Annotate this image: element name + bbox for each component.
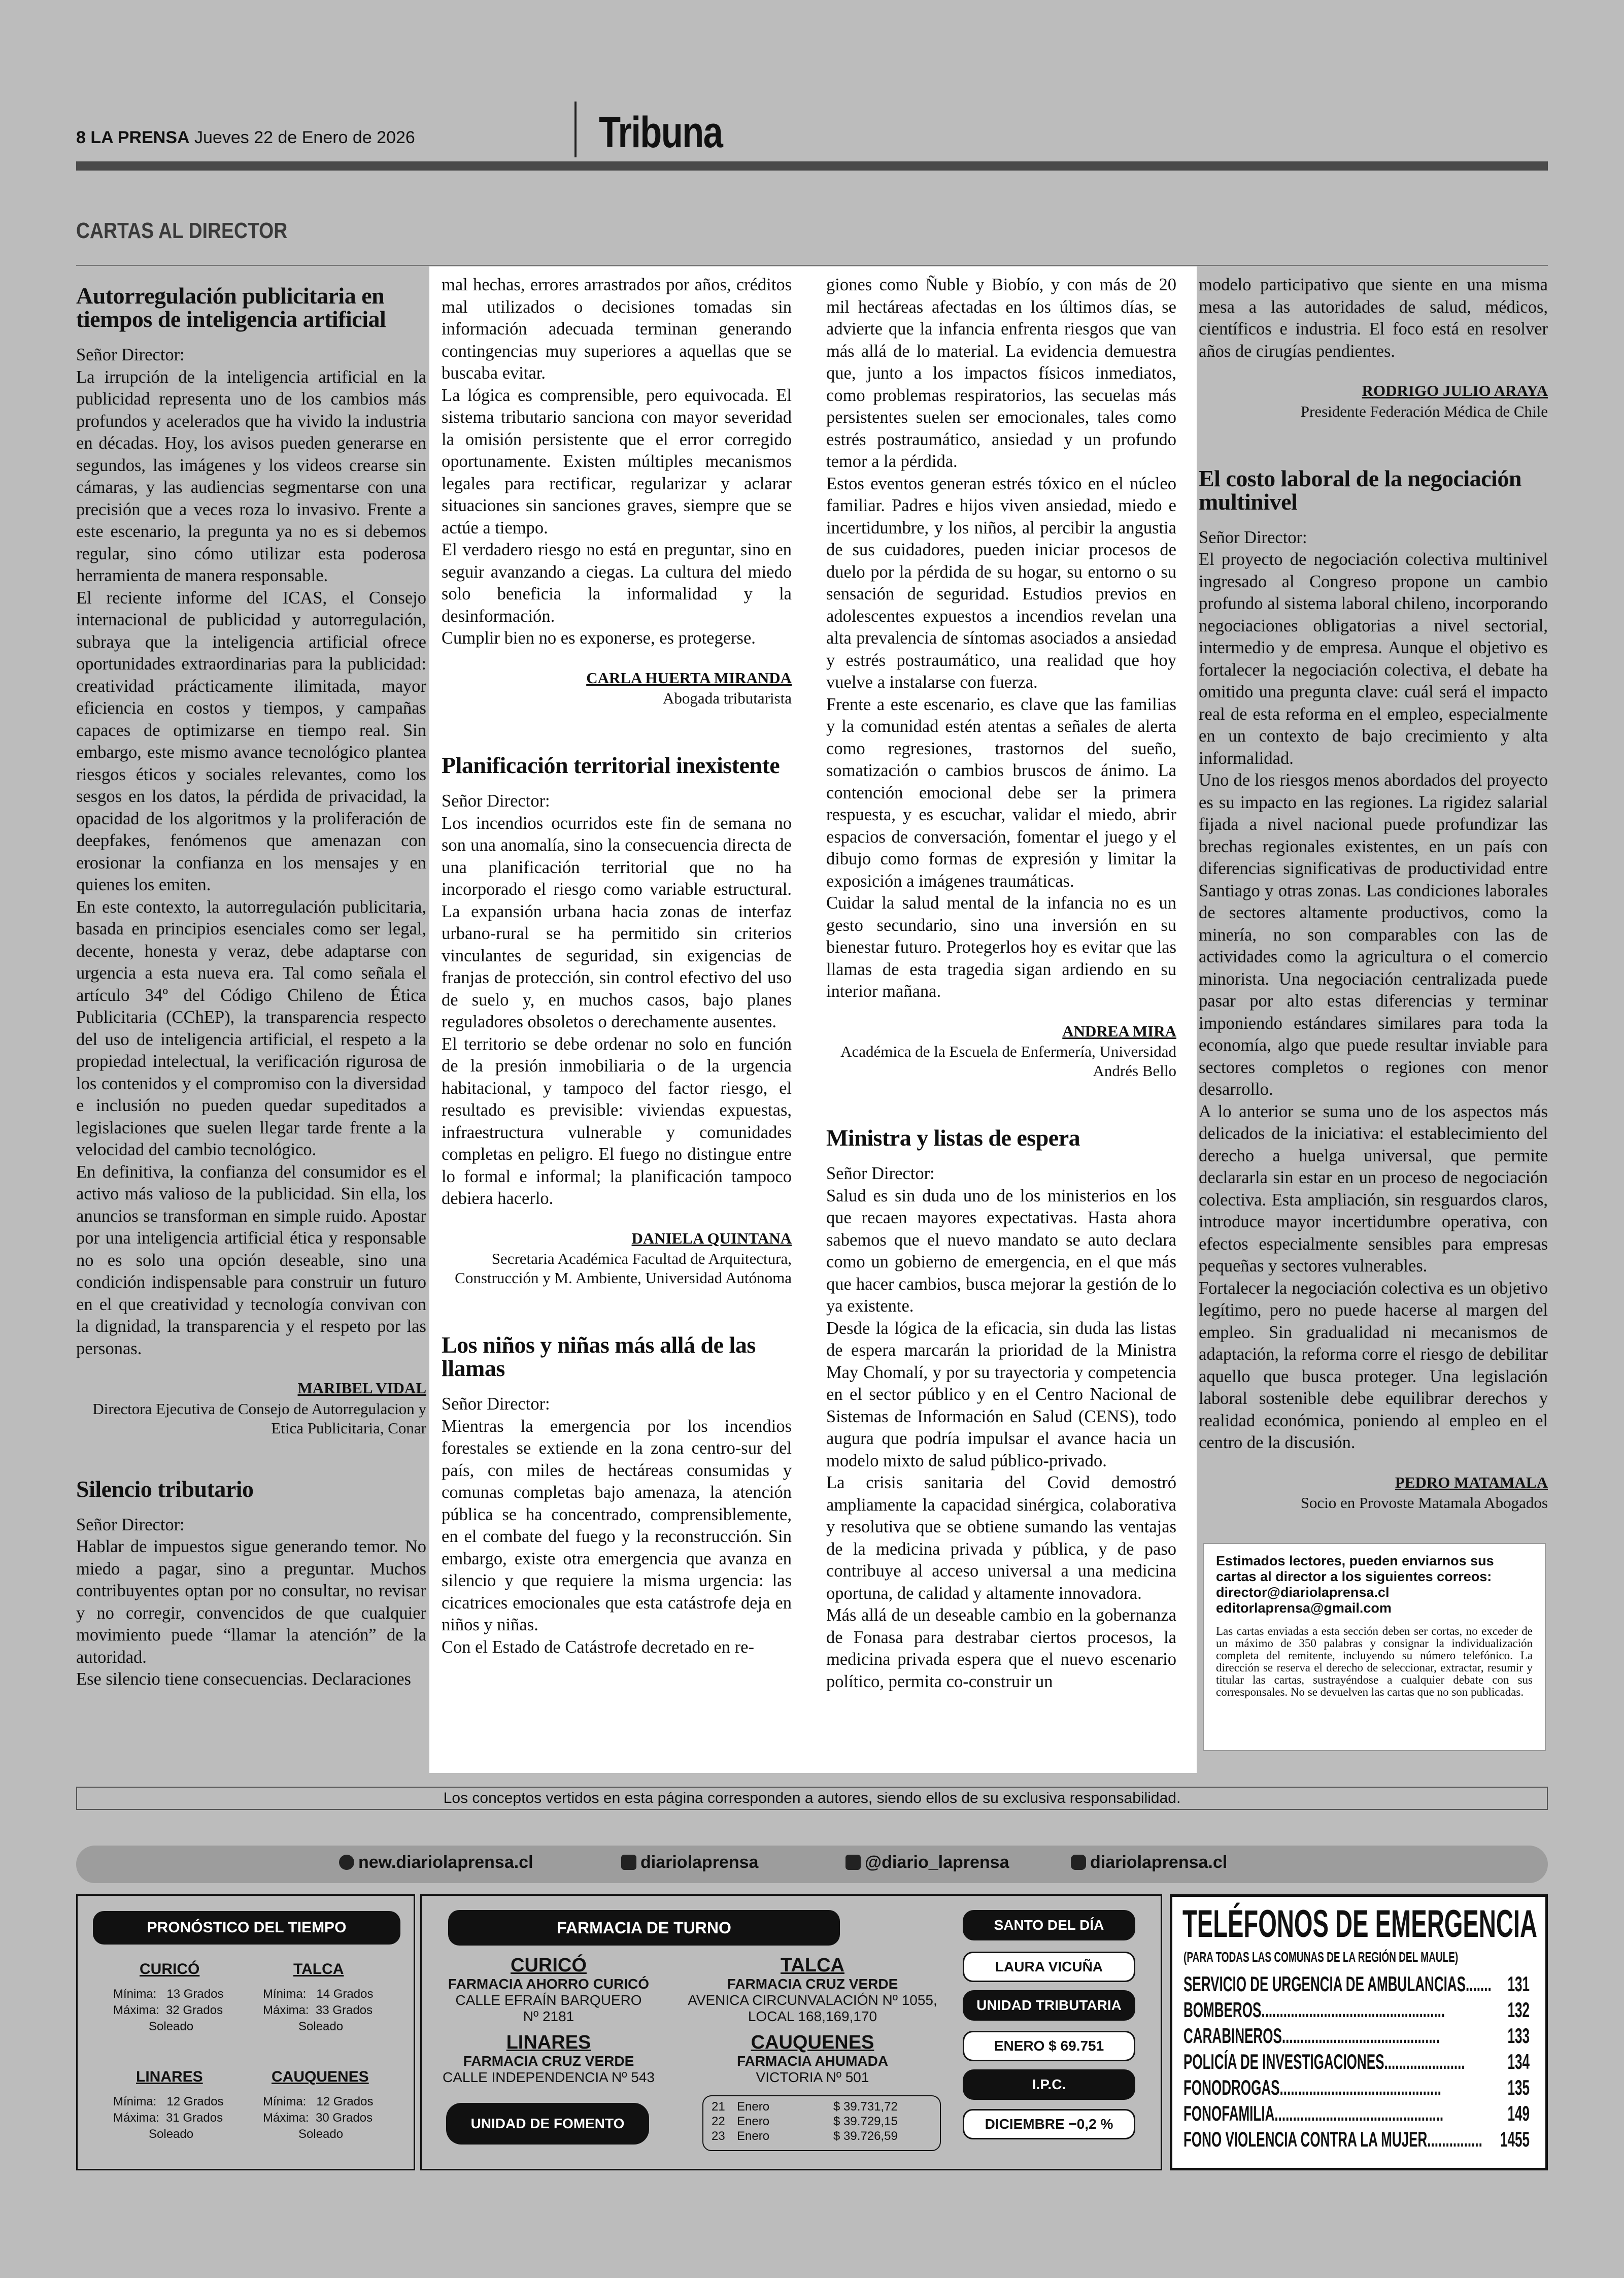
signature xyxy=(442,1227,792,1288)
utm-value: ENERO $ 69.751 xyxy=(963,2031,1135,2061)
letter-paragraph: El territorio se debe ordenar no solo en función de la presión inmobiliaria o de la urgencia habitacional, y tampoco del factor riesgo, el resultado es previsible: viviendas expuestas, infraestructura vulnerable y comunidades completas en peligro. El fuego no distingue entre lo formal e informal; la planificación tampoco debiera hacerlo. xyxy=(442,1034,792,1208)
issue-date: Jueves 22 de Enero de 2026 xyxy=(194,128,415,147)
letter-paragraph: El proyecto de negociación colectiva multinivel ingresado al Congreso propone un cambio profundo al sistema laboral chileno, incorporando negociaciones obligatorias a nivel sectorial, intermedio y de empresa. Aunque el objetivo es fortalecer la negociación colectiva, el debate ha omitido una pregunta clave: cuál será el impacto real de esta reforma en el empleo, especialmente en un contexto de bajo crecimiento y alta informalidad. xyxy=(1199,550,1548,768)
max-label: Máxima: xyxy=(263,2003,309,2017)
letter-paragraph: El reciente informe del ICAS, el Consejo internacional de publicidad y autorregulación, subraya que la inteligencia artificial ofrece oportunidades extraordinarias para la publicidad: creatividad prácticamente ilimitada, mayor eficiencia en costos y tiempos, y campañas capaces de optimizarse en tiempo real. Sin embargo, este mismo avance tecnológico plantea riesgos éticos y sociales relevantes, como los sesgos en los datos, la pérdida de privacidad, la opacidad de los algoritmos y la proliferación de deepfakes, fenómenos que amenazan con erosionar la confianza en los mensajes y en quienes los emiten. xyxy=(76,588,426,894)
page-number: 8 xyxy=(76,128,86,147)
author-role: Secretaria Académica Facultad de Arquitectura, Construcción y M. Ambiente, Universidad Autónoma xyxy=(455,1250,792,1287)
header-divider xyxy=(574,102,577,157)
pharmacy-city: TALCA xyxy=(781,1955,844,1976)
emergency-item xyxy=(1183,2075,1530,2100)
fomento-day: 23 xyxy=(712,2129,725,2143)
weather-values xyxy=(263,1986,373,2035)
fomento-row xyxy=(712,2129,932,2143)
weather-state: Soleado xyxy=(149,2020,194,2033)
disclaimer: Los conceptos vertidos en esta página corresponden a autores, siendo ellos de su exclusiva responsabilidad. xyxy=(76,1787,1548,1810)
letter-title-planning: Planificación territorial inexistente xyxy=(442,752,780,778)
pharmacy-title: FARMACIA DE TURNO xyxy=(448,1910,840,1946)
emergency-label: SERVICIO DE URGENCIA DE AMBULANCIAS....... xyxy=(1183,1972,1492,1996)
saint-name: LAURA VICUÑA xyxy=(963,1952,1135,1982)
letter-paragraph: Uno de los riesgos menos abordados del proyecto es su impacto en las regiones. La rigidez salarial fijada a nivel nacional puede profundizar las brechas regionales existentes, en un país con diferencias significativas de productividad entre Santiago y otras zonas. Las condiciones laborales de sectores altamente productivos, como la minería, no son comparables con las de actividades como la agricultura o el comercio minorista. Una negociación centralizada puede pasar por alto estas diferencias y terminar imponiendo estándares similares para toda la economía, algo que puede resultar inviable para sectores completos o regiones con menor desarrollo. xyxy=(1199,770,1548,1099)
author-name: RODRIGO JULIO ARAYA xyxy=(1362,382,1548,399)
pharmacy-city: CAUQUENES xyxy=(751,2032,874,2053)
author-role: Socio en Provoste Matamala Abogados xyxy=(1300,1494,1548,1512)
paper-name: LA PRENSA xyxy=(90,128,190,147)
notice-rules: Las cartas enviadas a esta sección deben ser cortas, no exceder de un máximo de 350 palabras y consignar la individualización completa del remitente, incluyendo su número telefónico. La dirección se reserva el derecho de seleccionar, extractar, resumir y titular las cartas, sustrayéndose a cualquier debate con sus corresponsales. No se devuelven las cartas que no son publicadas. xyxy=(1216,1625,1533,1698)
emergency-subtitle: (PARA TODAS LAS COMUNAS DE LA REGIÓN DEL MAULE) xyxy=(1183,1949,1459,1965)
social-instagram-label: diariolaprensa.cl xyxy=(1090,1853,1228,1872)
emergency-item xyxy=(1183,2024,1530,2048)
letter-paragraph: mal hechas, errores arrastrados por años, créditos mal utilizados o decisiones tomadas sin información adecuada terminan generando contingencias muy superiores a aquellas que se buscaba evitar. xyxy=(442,275,792,383)
letter-paragraph: Cumplir bien no es exponerse, es protegerse. xyxy=(442,628,756,648)
letter-title-children: Los niños y niñas más allá de las llamas xyxy=(442,1332,756,1381)
letter-title-ai-ads: Autorregulación publicitaria en tiempos de inteligencia artificial xyxy=(76,283,386,332)
page-header-left xyxy=(76,128,415,148)
weather-city: LINARES xyxy=(136,2068,203,2085)
pharmacy-address-2: LOCAL 168,169,170 xyxy=(748,2008,877,2024)
min-label: Mínima: xyxy=(263,2095,307,2108)
fomento-day: 21 xyxy=(712,2100,725,2114)
letter-paragraph: A lo anterior se suma uno de los aspectos más delicados de la iniciativa: el establecimiento del derecho a huelga universal, que permite declararla sin estar en un proceso de negociación colectiva. Esta ampliación, sin resguardos claros, introduce mayor incertidumbre operativa, con efectos especialmente sensibles para empresas pequeñas y sectores vulnerables. xyxy=(1199,1101,1548,1276)
letter-paragraph: La crisis sanitaria del Covid demostró ampliamente la capacidad sinérgica, colaborativa y resolutiva que se obtiene sumando las ventajas de la medicina privada y pública, y de paso contribuye al acceso universal a una medicina oportuna, de calidad y altamente innovadora. xyxy=(826,1473,1176,1603)
pharmacy-address-2: Nº 2181 xyxy=(523,2008,574,2024)
greeting: Señor Director: xyxy=(826,1164,935,1183)
author-name: CARLA HUERTA MIRANDA xyxy=(586,668,792,687)
ipc-label: I.P.C. xyxy=(963,2069,1135,2100)
min-value: 12 Grados xyxy=(166,2095,224,2108)
section-rule xyxy=(76,265,1548,266)
weather-values xyxy=(113,2094,223,2142)
utm-label: UNIDAD TRIBUTARIA xyxy=(963,1990,1135,2021)
column-3 xyxy=(804,266,1197,1773)
weather-values xyxy=(113,1986,223,2035)
pharmacy-entry xyxy=(681,1955,944,2025)
emergency-label: FONOFAMILIA.............................................. xyxy=(1183,2101,1444,2125)
letter-paragraph: Con el Estado de Catástrofe decretado en re- xyxy=(442,1637,754,1657)
letter-title-minister: Ministra y listas de espera xyxy=(826,1125,1080,1151)
emergency-label: POLICÍA DE INVESTIGACIONES...................... xyxy=(1183,2050,1465,2073)
letter-paragraph: Estos eventos generan estrés tóxico en el núcleo familiar. Padres e hijos viven ansiedad, miedo e incertidumbre, y los niños, al percibir la angustia de sus cuidadores, pueden iniciar procesos de duelo por la pérdida de su hogar, su entorno o su sensación de seguridad. Estudios previos en adolescentes expuestos a incendios revelan una alta prevalencia de síntomas asociados a ansiedad y estrés postraumático, una realidad que hoy vuelve a instalarse con fuerza. xyxy=(826,474,1176,692)
signature xyxy=(1199,1471,1548,1513)
emergency-number[interactable]: 134 xyxy=(1507,2050,1530,2073)
emergency-label: FONO VIOLENCIA CONTRA LA MUJER............... xyxy=(1183,2127,1482,2151)
letter-paragraph: Frente a este escenario, es clave que las familias y la comunidad estén atentas a señales de alerta como regresiones, trastornos del sueño, somatización o cambios bruscos de ánimo. La contención emocional debe ser la primera respuesta, y es escuchar, validar el miedo, abrir espacios de conversación, fomentar el juego y el dibujo como formas de expresión y limitar la exposición a imágenes traumáticas. xyxy=(826,694,1176,891)
author-role: Presidente Federación Médica de Chile xyxy=(1300,402,1548,420)
letter-paragraph: Fortalecer la negociación colectiva es un objetivo legítimo, pero no puede hacerse al margen del empleo. Sin gradualidad ni mecanismos de adaptación, la reforma corre el riesgo de debilitar aquello que busca proteger. Una legislación laboral sostenible debe equilibrar derechos y realidad económica, poniendo al empleo en el centro de la discusión. xyxy=(1199,1278,1548,1452)
fomento-month: Enero xyxy=(737,2129,770,2143)
min-label: Mínima: xyxy=(113,1987,157,2001)
column-1 xyxy=(76,274,426,1691)
emergency-item xyxy=(1183,1998,1530,2022)
social-web[interactable] xyxy=(339,1853,533,1872)
emergency-label: CARABINEROS........................................... xyxy=(1183,2024,1440,2048)
fomento-label: UNIDAD DE FOMENTO xyxy=(446,2103,649,2145)
letter-paragraph: La lógica es comprensible, pero equivocada. El sistema tributario sanciona con mayor severidad la omisión persistente que el error corregido oportunamente. Existen múltiples mecanismos legales para rectificar, regularizar y aclarar situaciones sin sanciones graves, siempre que se actúe a tiempo. xyxy=(442,385,792,538)
emergency-number[interactable]: 132 xyxy=(1507,1998,1530,2022)
letter-paragraph: En este contexto, la autorregulación publicitaria, basada en principios esenciales como ser legal, decente, honesta y veraz, debe adaptarse con urgencia a esta nueva era. Tal como señala el artículo 34º del Código Chileno de Ética Publicitaria (CChEP), la transparencia respecto del uso de inteligencia artificial, el respeto a la propiedad intelectual, la verificación rigurosa de los contenidos y el compromiso con la diversidad e inclusión no pueden quedar supeditados a legislaciones que suelen llegar tarde frente a la velocidad del cambio tecnológico. xyxy=(76,897,426,1159)
signature xyxy=(826,1020,1176,1081)
weather-city: CURICÓ xyxy=(140,1961,200,1978)
letter-paragraph: giones como Ñuble y Biobío, y con más de 20 mil hectáreas afectadas en los últimos días, se advierte que la infancia enfrenta riesgos que van más allá de lo material. La evidencia demuestra que, junto a los impactos físicos inmediatos, como problemas respiratorios, las secuelas más persistentes suelen ser emocionales, tales como estrés postraumático, ansiedad y un profundo temor a la pérdida. xyxy=(826,275,1176,471)
author-name: MARIBEL VIDAL xyxy=(297,1379,426,1397)
weather-state: Soleado xyxy=(149,2127,194,2141)
weather-state: Soleado xyxy=(298,2020,344,2033)
weather-box xyxy=(76,1894,415,2170)
pharmacy-entry xyxy=(447,1955,650,2025)
max-label: Máxima: xyxy=(113,2111,159,2125)
min-value: 13 Grados xyxy=(166,1987,224,2001)
min-label: Mínima: xyxy=(113,2095,157,2108)
pharmacy-address: CALLE INDEPENDENCIA Nº 543 xyxy=(443,2069,655,2085)
pharmacy-name: FARMACIA AHUMADA xyxy=(736,2053,889,2069)
section-label: CARTAS AL DIRECTOR xyxy=(76,218,288,243)
emergency-title: TELÉFONOS DE EMERGENCIA xyxy=(1182,1902,1538,1946)
letter-paragraph: Cuidar la salud mental de la infancia no es un gesto secundario, sino una inversión en su bienestar futuro. Protegerlos hoy es evitar que las llamas de esta tragedia sigan ardiendo en su interior mañana. xyxy=(826,893,1176,1001)
ipc-value: DICIEMBRE −0,2 % xyxy=(963,2109,1135,2139)
emergency-item xyxy=(1183,2127,1530,2152)
social-facebook-label: diariolaprensa xyxy=(640,1853,759,1872)
emergency-number[interactable]: 131 xyxy=(1507,1972,1530,1996)
emergency-item xyxy=(1183,1972,1530,1996)
greeting: Señor Director: xyxy=(442,791,550,811)
section-title: Tribuna xyxy=(599,108,723,157)
letter-paragraph: Mientras la emergencia por los incendios forestales se extiende en la zona centro-sur del país, con miles de hectáreas consumidas y comunas completas bajo amenaza, la atención pública se ha concentrado, comprensiblemente, en el combate del fuego y la reconstrucción. Sin embargo, existe otra emergencia que avanza en silencio y que requiere la misma urgencia: las cicatrices emocionales que esta catástrofe deja en niños y niñas. xyxy=(442,1416,792,1634)
weather-values xyxy=(263,2094,373,2142)
max-label: Máxima: xyxy=(113,2003,159,2017)
weather-state: Soleado xyxy=(298,2127,344,2141)
greeting: Señor Director: xyxy=(1199,527,1307,547)
emergency-item xyxy=(1183,2050,1530,2074)
signature xyxy=(76,1377,426,1438)
letter-paragraph: modelo participativo que siente en una misma mesa a las autoridades de salud, médicos, científicos e industria. El foco está en resolver años de cirugías pendientes. xyxy=(1199,275,1548,361)
pharmacy-name: FARMACIA AHORRO CURICÓ xyxy=(448,1976,650,1992)
letter-title-labor: El costo laboral de la negociación multinivel xyxy=(1199,465,1521,515)
emergency-number[interactable]: 1455 xyxy=(1500,2127,1530,2151)
fomento-month: Enero xyxy=(737,2100,770,2114)
submission-notice xyxy=(1203,1543,1546,1751)
emergency-item xyxy=(1183,2101,1530,2126)
fomento-table xyxy=(702,2095,941,2151)
author-name: ANDREA MIRA xyxy=(1062,1022,1176,1040)
fomento-day: 22 xyxy=(712,2115,725,2128)
letter-paragraph: Los incendios ocurridos este fin de semana no son una anomalía, sino la consecuencia directa de una planificación territorial que no ha incorporado el riesgo como variable estructural. La expansión urbana hacia zonas de interfaz urbano-rural se ha permitido sin criterios vinculantes de seguridad, sin exigencias de franjas de protección, sin control efectivo del uso de suelo y, en muchos casos, bajo planes reguladores obsoletos o derechamente ausentes. xyxy=(442,813,792,1031)
social-x-label: @diario_laprensa xyxy=(865,1853,1009,1872)
emergency-number[interactable]: 135 xyxy=(1507,2075,1530,2099)
facebook-icon xyxy=(621,1855,636,1870)
letter-paragraph: Ese silencio tiene consecuencias. Declaraciones xyxy=(76,1669,411,1689)
min-value: 12 Grados xyxy=(316,2095,374,2108)
author-role: Directora Ejecutiva de Consejo de Autorregulacion y Etica Publicitaria, Conar xyxy=(92,1399,426,1437)
pharmacy-entry xyxy=(437,2032,660,2086)
notice-email-director[interactable]: director@diariolaprensa.cl xyxy=(1216,1585,1390,1600)
letter-paragraph: En definitiva, la confianza del consumidor es el activo más valioso de la publicidad. Sin ella, los anuncios se transforman en simple ruido. Apostar por una inteligencia artificial ética y responsable no es solo una opción deseable, sino una condición indispensable para construir un futuro en el que creatividad y tecnología convivan con la dignidad, la transparencia y el respeto por las personas. xyxy=(76,1162,426,1358)
column-2 xyxy=(429,266,804,1773)
greeting: Señor Director: xyxy=(76,1515,185,1534)
letter-paragraph: Hablar de impuestos sigue generando temor. No miedo a pagar, sino a preguntar. Muchos contribuyentes optan por no consultar, no revisar y no corregir, convencidos de que cualquier movimiento puede “llamar la atención” de la autoridad. xyxy=(76,1537,426,1667)
letter-paragraph: El verdadero riesgo no está en preguntar, sino en seguir avanzando a ciegas. La cultura del miedo solo beneficia la informalidad y la desinformación. xyxy=(442,540,792,626)
pharmacy-name: FARMACIA CRUZ VERDE xyxy=(463,2053,634,2069)
social-facebook[interactable] xyxy=(621,1853,758,1872)
fomento-row xyxy=(712,2114,932,2129)
pharmacy-address: VICTORIA Nº 501 xyxy=(756,2069,869,2085)
letter-title-tax: Silencio tributario xyxy=(76,1476,254,1502)
emergency-number[interactable]: 133 xyxy=(1507,2024,1530,2048)
emergency-number[interactable]: 149 xyxy=(1507,2101,1530,2125)
weather-city: TALCA xyxy=(293,1961,344,1978)
greeting: Señor Director: xyxy=(76,345,185,364)
emergency-label: BOMBEROS.................................................. xyxy=(1183,1998,1445,2022)
globe-icon xyxy=(339,1855,354,1870)
notice-email-editor[interactable]: editorlaprensa@gmail.com xyxy=(1216,1600,1392,1616)
fomento-value: $ 39.729,15 xyxy=(833,2115,898,2128)
fomento-row xyxy=(712,2099,932,2114)
fomento-value: $ 39.726,59 xyxy=(833,2129,898,2143)
author-role: Académica de la Escuela de Enfermería, Universidad Andrés Bello xyxy=(840,1043,1176,1080)
max-value: 32 Grados xyxy=(166,2003,223,2017)
notice-invite: Estimados lectores, pueden enviarnos sus cartas al director a los siguientes correos: xyxy=(1216,1553,1494,1584)
signature xyxy=(1199,380,1548,421)
max-value: 31 Grados xyxy=(166,2111,223,2125)
letter-paragraph: La irrupción de la inteligencia artificial en la publicidad representa uno de los cambios más profundos y acelerados que ha vivido la industria en décadas. Hoy, los avisos pueden generarse en segundos, las imágenes y los videos crearse sin cámaras, y las audiencias segmentarse con una precisión que a veces roza lo invasivo. Frente a este escenario, la pregunta ya no es si debemos regular, sino cómo utilizar esta poderosa herramienta de manera responsable. xyxy=(76,367,426,585)
letter-paragraph: Más allá de un deseable cambio en la gobernanza de Fonasa para destrabar ciertos procesos, la medicina privada espera que el nuevo escenario político, permita co-construir un xyxy=(826,1605,1176,1691)
social-bar xyxy=(76,1846,1548,1883)
max-value: 30 Grados xyxy=(316,2111,373,2125)
fomento-value: $ 39.731,72 xyxy=(833,2100,898,2114)
max-value: 33 Grados xyxy=(316,2003,373,2017)
min-label: Mínima: xyxy=(263,1987,307,2001)
emergency-label: FONODROGAS............................................ xyxy=(1183,2075,1441,2099)
min-value: 14 Grados xyxy=(316,1987,374,2001)
letter-paragraph: Desde la lógica de la eficacia, sin duda las listas de espera marcarán la prioridad de la Ministra May Chomalí, y por su trayectoria y competencia en el sector público y en el Centro Nacional de Sistemas de Información en Salud (CENS), todo augura que podría impulsar el avance hacia un modelo mixto de salud público-privado. xyxy=(826,1318,1176,1470)
author-role: Abogada tributarista xyxy=(663,689,792,707)
pharmacy-entry xyxy=(706,2032,919,2086)
column-4 xyxy=(1199,274,1548,1513)
max-label: Máxima: xyxy=(263,2111,309,2125)
saint-label: SANTO DEL DÍA xyxy=(963,1910,1135,1940)
author-name: PEDRO MATAMALA xyxy=(1395,1473,1548,1491)
social-x[interactable] xyxy=(845,1853,1009,1872)
letter-paragraph: Salud es sin duda uno de los ministerios en los que recaen mayores expectativas. Hasta ahora sabemos que el nuevo mandato se auto declara como un gobierno de emergencia, en el que más que hacer cambios, busca mejorar la gestión de lo ya existente. xyxy=(826,1186,1176,1316)
greeting: Señor Director: xyxy=(442,1394,550,1414)
instagram-icon xyxy=(1071,1855,1086,1870)
social-instagram[interactable] xyxy=(1071,1853,1227,1872)
social-web-label: new.diariolaprensa.cl xyxy=(358,1853,533,1872)
x-icon xyxy=(845,1855,861,1870)
author-name: DANIELA QUINTANA xyxy=(631,1229,792,1247)
pharmacy-city: LINARES xyxy=(506,2032,591,2053)
emergency-phones-box xyxy=(1170,1894,1548,2170)
header-bar xyxy=(76,161,1548,171)
fomento-month: Enero xyxy=(737,2115,770,2128)
pharmacy-address: AVENICA CIRCUNVALACIÓN Nº 1055, xyxy=(688,1992,937,2008)
weather-city: CAUQUENES xyxy=(272,2068,369,2085)
pharmacy-name: FARMACIA CRUZ VERDE xyxy=(727,1976,898,1992)
weather-title: PRONÓSTICO DEL TIEMPO xyxy=(93,1911,400,1945)
pharmacy-city: CURICÓ xyxy=(511,1955,587,1976)
pharmacy-address: CALLE EFRAÍN BARQUERO xyxy=(455,1992,642,2008)
signature xyxy=(442,667,792,709)
